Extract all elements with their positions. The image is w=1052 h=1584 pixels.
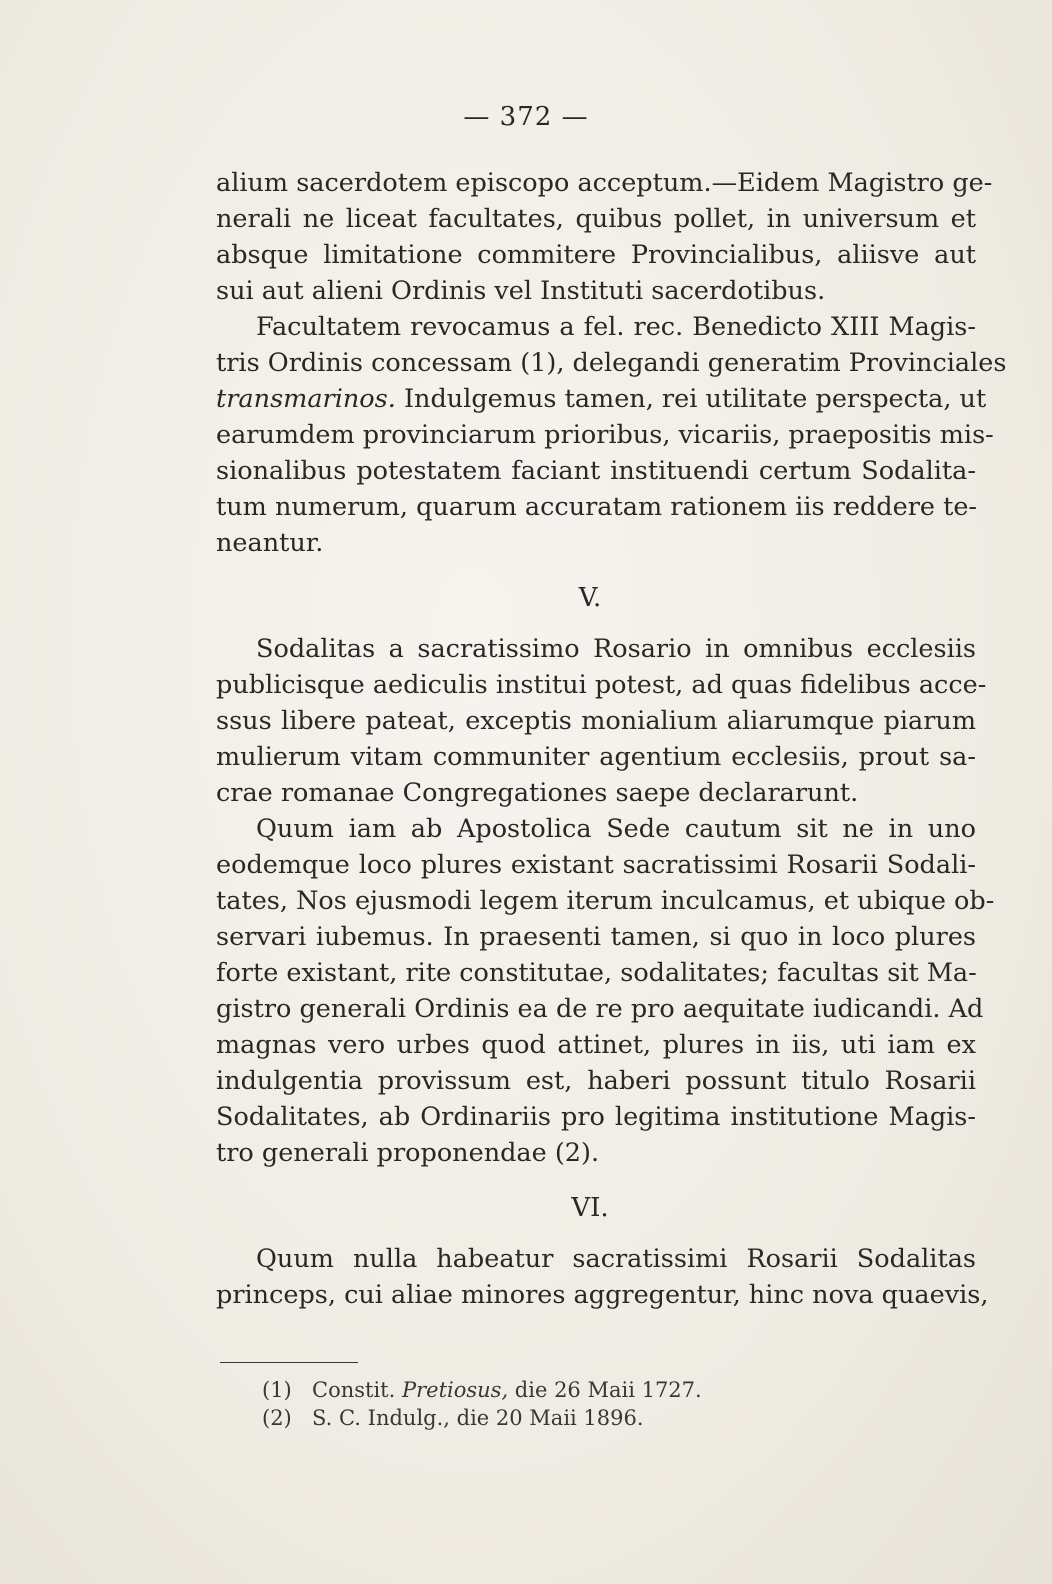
text-line: tris Ordinis concessam (1), delegandi generatim Provinciales: [216, 348, 1007, 378]
section-heading-v: V.: [578, 583, 602, 613]
text-line: tum numerum, quarum accuratam rationem iis reddere te-: [216, 492, 978, 522]
text-line: tro generali proponendae (2).: [216, 1138, 600, 1168]
text-line: nerali ne liceat facultates, quibus pollet, in universum et: [216, 204, 976, 234]
footnote-number: (2): [262, 1406, 292, 1430]
text-line: indulgentia provissum est, haberi possunt titulo Rosarii: [216, 1066, 976, 1096]
text-line: Quum iam ab Apostolica Sede cautum sit ne in uno: [256, 814, 976, 844]
text-line: servari iubemus. In praesenti tamen, si quo in loco plures: [216, 922, 976, 952]
footnote-text: S. C. Indulg., die 20 Maii 1896.: [312, 1406, 644, 1430]
text-line: eodemque loco plures existant sacratissimi Rosarii Sodali-: [216, 850, 976, 880]
text-line: crae romanae Congregationes saepe declararunt.: [216, 778, 859, 808]
section-heading-vi: VI.: [571, 1193, 609, 1223]
text-line: [216, 381, 987, 417]
text-line: tates, Nos ejusmodi legem iterum inculcamus, et ubique ob-: [216, 886, 995, 916]
text-line: magnas vero urbes quod attinet, plures in iis, uti iam ex: [216, 1030, 976, 1060]
footnote-2: [262, 1404, 644, 1432]
page-number: — 372 —: [463, 102, 589, 132]
italic-word: transmarinos.: [216, 384, 396, 414]
footnote-text: Constit.: [312, 1378, 402, 1402]
text-line: sionalibus potestatem faciant instituendi certum Sodalita-: [216, 456, 976, 486]
footnote-text: die 26 Maii 1727.: [508, 1378, 702, 1402]
text-line: Sodalitates, ab Ordinariis pro legitima institutione Magis-: [216, 1102, 976, 1132]
text-line: mulierum vitam communiter agentium ecclesiis, prout sa-: [216, 742, 976, 772]
text-line: forte existant, rite constitutae, sodalitates; facultas sit Ma-: [216, 958, 977, 988]
footnote-rule: [220, 1362, 358, 1363]
text-line: alium sacerdotem episcopo acceptum.—Eidem Magistro ge-: [216, 168, 993, 198]
footnote-italic: Pretiosus,: [401, 1378, 509, 1402]
text-line: earumdem provinciarum prioribus, vicariis, praepositis mis-: [216, 420, 994, 450]
text-line: Sodalitas a sacratissimo Rosario in omnibus ecclesiis: [256, 634, 976, 664]
text-line: neantur.: [216, 528, 324, 558]
text-line: ssus libere pateat, exceptis monialium aliarumque piarum: [216, 706, 976, 736]
text-line: absque limitatione commitere Provincialibus, aliisve aut: [216, 240, 976, 270]
text-line: princeps, cui aliae minores aggregentur, hinc nova quaevis,: [216, 1280, 989, 1310]
footnote-1: [262, 1376, 702, 1404]
text-line: gistro generali Ordinis ea de re pro aequitate iudicandi. Ad: [216, 994, 984, 1024]
text-line: sui aut alieni Ordinis vel Instituti sacerdotibus.: [216, 276, 826, 306]
text-line: Quum nulla habeatur sacratissimi Rosarii Sodalitas: [256, 1244, 976, 1274]
footnote-number: (1): [262, 1378, 292, 1402]
text-span: Indulgemus tamen, rei utilitate perspecta, ut: [395, 384, 987, 414]
text-line: publicisque aediculis institui potest, ad quas fidelibus acce-: [216, 670, 987, 700]
text-line: Facultatem revocamus a fel. rec. Benedicto XIII Magis-: [256, 312, 976, 342]
